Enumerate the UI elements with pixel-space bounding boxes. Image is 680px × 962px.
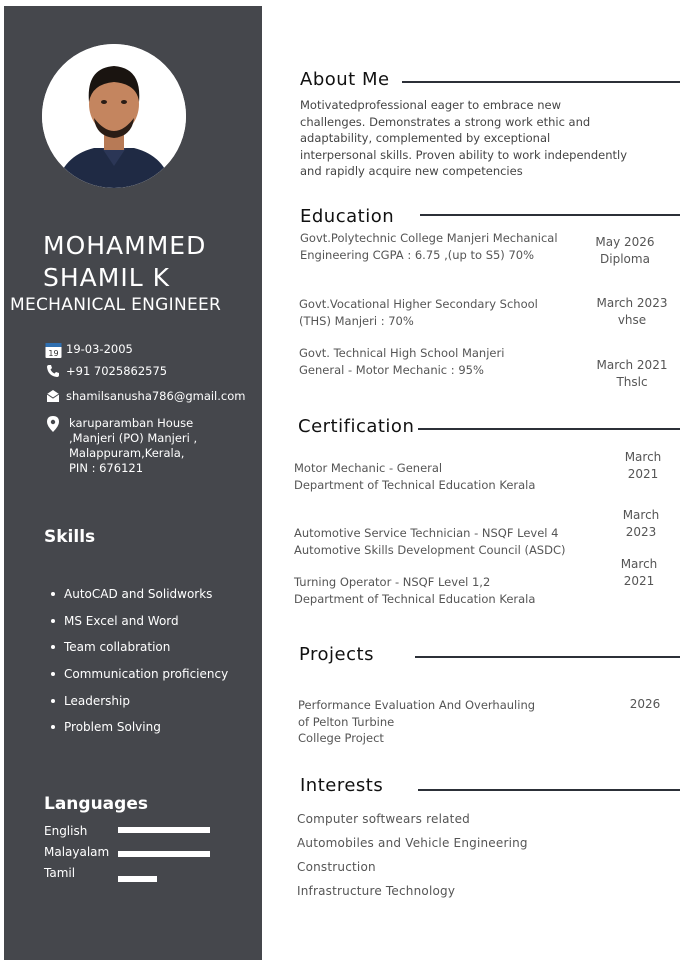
name-line-2: SHAMIL K [43,263,170,292]
phone-text[interactable]: +91 7025862575 [66,364,168,378]
section-divider [420,214,680,216]
language-level-bar [118,876,157,882]
languages-heading: Languages [44,794,148,814]
certification-entry-1: Motor Mechanic - General Department of Technical Education Kerala [294,461,536,492]
education-entry-2: Govt.Vocational Higher Secondary School (THS) Manjeri : 70% [299,297,538,328]
candidate-name [43,230,258,294]
list-item: Leadership [51,687,228,714]
dob-text: 19-03-2005 [66,342,133,356]
list-item: Computer softwears related [297,812,470,826]
certification-date-1: March 2021 [624,450,662,481]
list-item: Infrastructure Technology [297,884,456,898]
language-level-bar [118,827,210,833]
email-text[interactable]: shamilsanusha786@gmail.com [66,389,246,403]
dob-row [44,342,246,358]
education-date-2: March 2023 vhse [596,296,668,327]
section-divider [418,789,680,791]
list-item: Communication proficiency [51,661,228,688]
sidebar [4,6,262,960]
profile-photo [42,44,186,188]
section-divider [418,428,680,430]
education-entry-1: Govt.Polytechnic College Manjeri Mechanical Engineering CGPA : 6.75 ,(up to S5) 70% [300,231,558,262]
interests-heading: Interests [300,775,384,796]
education-entry-3: Govt. Technical High School Manjeri General - Motor Mechanic : 95% [299,346,505,377]
list-item: Automobiles and Vehicle Engineering [297,836,528,850]
certification-entry-2: Automotive Service Technician - NSQF Level 4 Automotive Skills Development Council (ASDC) [294,526,566,557]
list-item: AutoCAD and Solidworks [51,581,228,608]
calendar-icon [44,342,62,358]
phone-row [44,364,246,380]
language-english: English [44,824,88,838]
list-item: Problem Solving [51,714,228,741]
about-heading: About Me [300,69,390,90]
job-title: MECHANICAL ENGINEER [10,295,222,315]
certification-date-3: March 2021 [620,557,658,588]
project-year-1: 2026 [629,697,661,711]
list-item: Team collabration [51,634,228,661]
address-text: karuparamban House ,Manjeri (PO) Manjeri , Malappuram,Kerala, PIN : 676121 [69,416,198,475]
location-pin-icon [44,416,62,432]
language-tamil: Tamil [44,866,76,880]
svg-text:19: 19 [47,349,59,358]
skills-heading: Skills [44,527,96,547]
project-entry-1: Performance Evaluation And Overhauling of Pelton Turbine College Project [298,698,536,745]
about-text: Motivatedprofessional eager to embrace new challenges. Demonstrates a strong work ethic and adaptability, complemented by exceptional interpersonal skills. Proven ability to work independently and rapidly acquire new competencies [300,98,628,178]
list-item: MS Excel and Word [51,608,228,635]
certification-heading: Certification [298,416,415,437]
language-level-bar [118,851,210,857]
envelope-icon [44,389,62,405]
section-divider [402,81,680,83]
name-line-1: MOHAMMED [43,231,207,260]
email-row [44,389,266,405]
education-heading: Education [300,206,395,227]
certification-date-2: March 2023 [622,508,660,539]
list-item: Construction [297,860,376,874]
skills-list [51,581,228,741]
education-date-1: May 2026 Diploma [595,235,655,266]
education-date-3: March 2021 Thslc [596,358,668,389]
phone-icon [44,364,62,380]
address-row [44,416,205,476]
section-divider [415,656,680,658]
projects-heading: Projects [299,644,374,665]
language-malayalam: Malayalam [44,845,110,859]
certification-entry-3: Turning Operator - NSQF Level 1,2 Department of Technical Education Kerala [294,575,536,606]
